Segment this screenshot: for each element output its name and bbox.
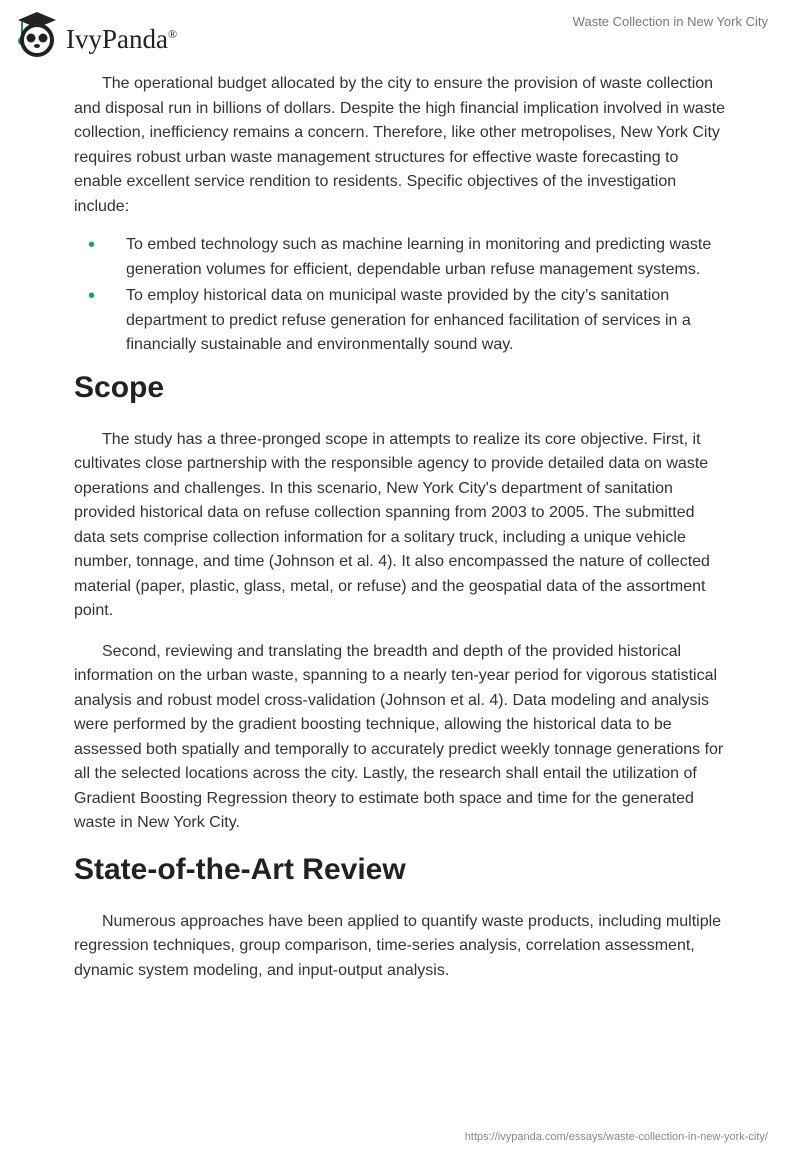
objectives-list [74,233,728,358]
document-title: Waste Collection in New York City [572,14,768,29]
panda-logo-icon [14,8,60,58]
list-item-text: To employ historical data on municipal waste provided by the city’s sanitation department to predict refuse generation for enhanced facilitation of services in a financially sustainable and environmentally sound way. [126,287,691,353]
list-item [74,284,728,358]
bullet-icon: • [88,285,96,307]
ivypanda-logo[interactable] [14,8,177,58]
brand-name [66,24,177,55]
article-body [74,72,728,999]
list-item [74,233,728,282]
paragraph: Numerous approaches have been applied to quantify waste products, including multiple regression techniques, group comparison, time-series analysis, correlation assessment, dynamic system modeling, and input-output analysis. [74,912,722,979]
paragraph: The study has a three-pronged scope in attempts to realize its core objective. First, it cultivates close partnership with the responsible agency to provide detailed data on waste operations and challenges. In this scenario, New York City's department of sanitation provided historical data on refuse collection spanning from 2003 to 2005. The submitted data sets comprise collection information for a solitary truck, including a unique vehicle number, tonnage, and time (Johnson et al. 4). It also encompassed the nature of collected material (paper, plastic, glass, metal, or refuse) and the geospatial data of the assortment point. [74,430,710,619]
list-item-text: To embed technology such as machine learning in monitoring and predicting waste generation volumes for efficient, dependable urban refuse management systems. [126,236,712,278]
paragraph: Second, reviewing and translating the breadth and depth of the provided historical information on the urban waste, spanning to a nearly ten-year period for vigorous statistical analysis and robust model cross-validation (Johnson et al. 4). Data modeling and analysis were performed by the gradient boosting technique, allowing the historical data to be assessed both spatially and temporally to accurately predict weekly tonnage generations for all the selected locations across the city. Lastly, the research shall entail the utilization of Gradient Boosting Regression theory to estimate both space and time for the generated waste in New York City. [74,642,724,831]
bullet-icon: • [88,234,96,256]
brand-text: IvyPanda [66,23,168,54]
footer-url[interactable]: https://ivypanda.com/essays/waste-collection-in-new-york-city/ [464,1131,768,1143]
section-heading-review: State-of-the-Art Review [74,852,406,886]
section-heading-scope: Scope [74,370,165,404]
registered-mark: ® [167,26,178,41]
paragraph: The operational budget allocated by the city to ensure the provision of waste collection and disposal run in billions of dollars. Despite the high financial implication involved in waste collection, inefficiency remains a concern. Therefore, like other metropolises, New York City requires robust urban waste management structures for effective waste forecasting to enable excellent service rendition to residents. Specific objectives of the investigation include: [74,75,726,215]
